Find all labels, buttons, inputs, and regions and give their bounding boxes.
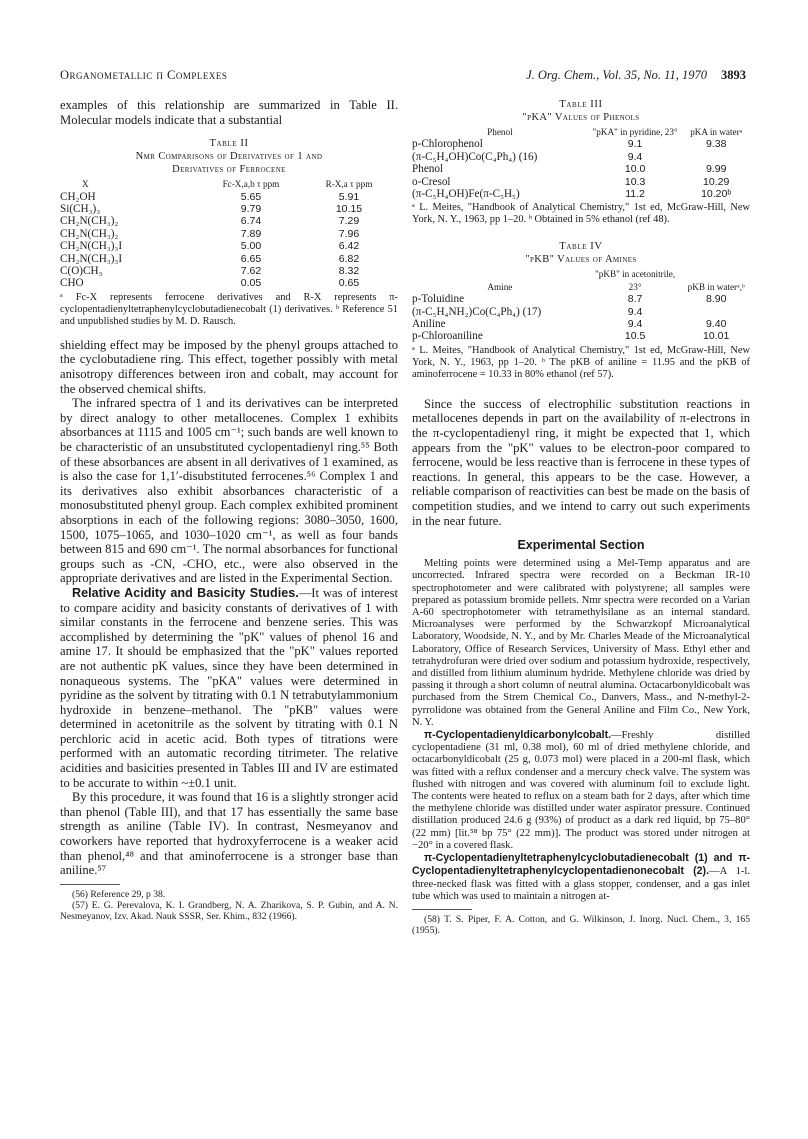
value-cell: 8.90 <box>705 293 727 306</box>
column-header: pKA in waterᵃ <box>690 127 743 137</box>
footnote-56: (56) Reference 29, p 38. <box>72 888 166 900</box>
right-column <box>412 98 750 936</box>
row-label-cell: (π-C₅H₄NH₂)Co(C₄Ph₄) (17) <box>412 305 542 318</box>
value-cell: 7.29 <box>338 215 360 228</box>
table4 <box>412 268 750 342</box>
paragraph: Since the success of electrophilic substitution reactions in metallocenes depends in part on the availability of π-electrons in the π-cyclopentadienyl ring, it might be expected that 1, which appears from the "pK" values to be electron-poor compared to ferrocene, would be less reactive than is ferrocene in these types of reactions. In general, this appears to be the case. However, a reliable comparison of reactivities can best be made on the basis of competition studies, and we intend to carry out such experiments in the near future. <box>412 396 750 528</box>
row-label-cell: C(O)CH₃ <box>60 265 103 278</box>
running-head-left: Organometallic π Complexes <box>60 68 228 82</box>
value-cell: 9.38 <box>705 138 727 151</box>
value-cell: 7.89 <box>240 227 262 240</box>
value-cell: 8.32 <box>338 265 360 278</box>
column-header: R-X,a τ ppm <box>325 179 373 190</box>
column-header: X <box>82 179 89 190</box>
value-cell: 9.4 <box>627 150 643 163</box>
row-label-cell: p-Chlorophenol <box>412 138 483 151</box>
column-header: Phenol <box>487 127 513 137</box>
run-in-heading: π-Cyclopentadienyltetraphenylcyclobutadienecobalt (1) and π-Cyclopentadienyltetraphenylcyclopentadienonecobalt (2). <box>412 852 750 878</box>
row-label-cell: p-Chloroaniline <box>412 330 483 343</box>
value-cell: 9.1 <box>627 138 643 151</box>
table-header-row <box>412 126 750 138</box>
table-row <box>412 188 750 200</box>
footnote-rule <box>412 909 472 910</box>
value-cell: 9.40 <box>705 318 727 331</box>
row-label-cell: CH₂OH <box>60 190 96 203</box>
value-cell: 10.20ᵇ <box>701 188 732 201</box>
value-cell: 9.99 <box>705 163 727 176</box>
row-label-cell: CH₂N(CH₃)₂ <box>60 227 119 240</box>
row-label-cell: CHO <box>60 277 84 290</box>
table-row <box>412 330 750 342</box>
table-row <box>60 203 398 215</box>
section-heading: Experimental Section <box>517 538 645 553</box>
paragraph <box>60 586 398 790</box>
value-cell: 7.96 <box>338 227 360 240</box>
value-cell <box>682 306 750 318</box>
paragraph: The infrared spectra of 1 and its derivatives can be interpreted by direct analogy to other metallocenes. Complex 1 exhibits absorbances at 1115 and 1005 cm⁻¹; such bands are well known to be characteristic of an unsubstituted cyclopentadienyl ring.⁵⁵ Both of these absorbances are absent in all derivatives of 1 examined, as is also the case for 1,1′-disubstituted ferrocenes.⁵⁶ Complex 1 and its derivatives also exhibit absorbances characteristic of a monosubstituted phenyl group. Each complex exhibited prominent absorptions in each of the following regions: 3080–3050, 1600, 1500, 1075–1065, and 1030–1020 cm⁻¹, as well as four bands between 815 and 690 cm⁻¹. The normal absorbances for functional groups such as -CN, -CHO, etc., were also observed in the appropriate derivatives and are listed in the Experimental Section. <box>60 396 398 586</box>
running-header <box>60 68 746 86</box>
table2-caption-line1: Nmr Comparisons of Derivatives of 1 and <box>135 151 323 163</box>
row-label-cell: CH₂N(CH₃)₃I <box>60 240 123 253</box>
value-cell: 0.65 <box>338 277 360 290</box>
row-label-cell: o-Cresol <box>412 175 451 188</box>
journal-citation: J. Org. Chem., Vol. 35, No. 11, 1970 <box>526 68 707 82</box>
value-cell: 8.7 <box>627 293 643 306</box>
value-cell: 10.5 <box>624 330 646 343</box>
paragraph: shielding effect may be imposed by the phenyl groups attached to the cyclobutadiene ring. This effect, together possibly with metal anisotropy differences between iron and cobalt, may account for the observed chemical shifts. <box>60 337 398 396</box>
experimental-paragraph <box>412 729 750 852</box>
value-cell: 11.2 <box>625 188 645 201</box>
paragraph-continued: examples of this relationship are summarized in Table II. Molecular models indicate that a substantial <box>60 98 398 127</box>
row-label-cell: Si(CH₃)₃ <box>60 203 101 215</box>
left-column <box>60 98 398 922</box>
footnote-rule <box>60 884 120 885</box>
experimental-paragraph <box>412 852 750 903</box>
table-header-row <box>412 268 750 293</box>
row-label-cell: CH₂N(CH₃)₃I <box>60 252 123 265</box>
row-label-cell: p-Toluidine <box>412 293 465 306</box>
value-cell: 6.82 <box>338 252 360 265</box>
footnote-57: (57) E. G. Perevalova, K. I. Grandberg, N. A. Zharikova, S. P. Gubin, and A. N. Nesmeyanov, Izv. Akad. Nauk SSSR, Ser. Khim., 832 (1966). <box>60 900 398 923</box>
table4-caption: "pKB" Values of Amines <box>525 254 637 266</box>
value-cell: 0.05 <box>240 277 262 290</box>
value-cell: 5.91 <box>338 190 360 203</box>
table-row <box>412 318 750 330</box>
footnote-58: (58) T. S. Piper, F. A. Cotton, and G. Wilkinson, J. Inorg. Nucl. Chem., 3, 165 (1955). <box>412 913 750 937</box>
table4-footnote: ᵃ L. Meites, "Handbook of Analytical Chemistry," 1st ed, McGraw-Hill, New York, N. Y., 1963, pp 1–20. ᵇ The pKB of aniline = 11.95 and the pKB of aminoferrocene = 10.33 in 80% ethanol (ref 57). <box>412 344 750 380</box>
run-in-heading: π-Cyclopentadienyldicarbonylcobalt. <box>424 729 612 742</box>
table3-title: Table III <box>559 99 603 110</box>
table3-caption: "pKA" Values of Phenols <box>522 112 640 123</box>
value-cell: 9.79 <box>240 203 262 215</box>
value-cell: 9.4 <box>627 318 643 331</box>
table2-caption-line2: Derivatives of Ferrocene <box>172 164 286 176</box>
table4-title: Table IV <box>559 241 603 253</box>
table-row <box>412 163 750 175</box>
row-label-cell: Aniline <box>412 318 446 331</box>
value-cell <box>682 151 750 163</box>
run-in-heading: Relative Acidity and Basicity Studies. <box>72 585 299 600</box>
table-row <box>60 277 398 289</box>
column-header: Amine <box>487 281 513 292</box>
column-header: "pKB" in acetonitrile, 23° <box>594 269 676 292</box>
value-cell: 5.65 <box>240 190 262 203</box>
value-cell: 5.00 <box>240 240 262 253</box>
value-cell: 10.3 <box>624 175 646 188</box>
table-row <box>412 138 750 150</box>
paragraph-body: —A 1-l. three-necked flask was fitted with a glass stopper, condenser, and a gas inlet tube which was used to maintain a nitrogen at- <box>412 866 750 902</box>
table-row <box>412 306 750 318</box>
table2-footnote: ᵃ Fc-X represents ferrocene derivatives and R-X represents π-cyclopentadienyltetraphenylcyclobutadienecobalt (1) derivatives. ᵇ Reference 51 and unpublished studies by M. D. Rausch. <box>60 291 398 327</box>
table2 <box>60 178 398 290</box>
table-row <box>60 265 398 277</box>
table-row <box>60 253 398 265</box>
table-row <box>412 151 750 163</box>
page-number: 3893 <box>721 68 746 82</box>
paragraph: By this procedure, it was found that 16 is a slightly stronger acid than phenol (Table III), and that 17 has essentially the same base strength as aniline (Table IV). In contrast, Nesmeyanov and coworkers have reported that hydroxyferrocene is a weaker acid than phenol,⁴⁸ and that aminoferrocene is a stronger base than aniline.⁵⁷ <box>60 790 398 878</box>
value-cell: 6.74 <box>240 215 262 228</box>
row-label-cell: CH₂N(CH₃)₂ <box>60 215 119 228</box>
column-header: pKB in waterᵃ,ᵇ <box>687 281 745 292</box>
column-header: Fc-X,a,b τ ppm <box>222 179 280 190</box>
table-row <box>412 176 750 188</box>
experimental-paragraph: Melting points were determined using a Mel-Temp apparatus and are uncorrected. Infrared spectra were recorded on a Beckman IR-10 spectrophotometer and were calibrated with polystyrene; all samples were prepared as potassium bromide pellets. Nmr spectra were recorded on a Varian A-60 spectrophotometer with tetramethylsilane as an internal standard. Microanalyses were performed by the Schwarzkopf Microanalytical Laboratory, Woodside, N. Y., and by Mr. Charles Meade of the Microanalytical Laboratory, Office of Research Services, University of Mass. Ethyl ether and tetrahydrofuran were dried over sodium and potassium hydroxide, respectively, and distilled from lithium aluminum hydride. Methylene chloride was dried by passing it through a short column of neutral alumina. Octacarbonyldicobalt was purchased from the Strem Chemical Co., Danvers, Mass., and N-methyl-2-pyrrolidone was obtained from the General Aniline and Film Co., New York, N. Y. <box>412 558 750 728</box>
row-label-cell: (π-C₅H₄OH)Fe(π-C₅H₅) <box>412 188 520 201</box>
table-row <box>60 228 398 240</box>
value-cell: 10.15 <box>335 203 363 215</box>
table2-title: Table II <box>209 138 249 150</box>
table-row <box>412 293 750 305</box>
value-cell: 6.65 <box>240 252 262 265</box>
table3 <box>412 126 750 200</box>
paragraph-body: —Freshly distilled cyclopentadiene (31 ml, 0.38 mol), 60 ml of dried methylene chloride, and octacarbonyldicobalt (25 g, 0.073 mol) were placed in a 200-ml flask, which was fitted with a reflux condenser and a mercury check valve. The system was flushed with nitrogen and was covered with aluminum foil to exclude light. The contents were heated to reflux on a steam bath for 2 days, after which time the methylene chloride was distilled under water aspirator pressure. Continued distillation produced 24.6 g (93%) of product as a dark red liquid, bp 75–80° (22 mm) [lit.⁵⁸ bp 75° (22 mm)]. The product was stored under nitrogen at −20° in a covered flask. <box>412 730 750 851</box>
row-label-cell: Phenol <box>412 163 444 176</box>
table-row <box>60 240 398 252</box>
table-header-row <box>60 178 398 190</box>
paragraph-body: —It was of interest to compare acidity and basicity constants of derivatives of 1 with similar constants in the ferrocene and benzene series. This was accomplished by determining the "pK" values of phenol 16 and amine 17. It should be emphasized that the "pK" values reported are not authentic pK values, since they have been determined in nonaqueous systems. The "pKA" values were determined in pyridine as the solvent by titrating with 0.1 N tetrabutylammonium hydroxide in benzene–methanol. The "pKB" values were determined in acetonitrile as the solvent by titrating with 0.1 N perchloric acid in acetic acid. Both types of titrations were performed with an automatic recording titrimeter. The relative acidities and basicities presented in Tables III and IV are estimated to be accurate to within ~±0.1 unit. <box>60 585 398 790</box>
value-cell: 10.29 <box>703 175 730 188</box>
table-row <box>60 191 398 203</box>
table-row <box>60 215 398 227</box>
value-cell: 9.4 <box>627 305 643 318</box>
value-cell: 10.0 <box>624 163 646 176</box>
table3-footnote: ᵃ L. Meites, "Handbook of Analytical Chemistry," 1st ed, McGraw-Hill, New York, N. Y., 1963, pp 1–20. ᵇ Obtained in 5% ethanol (ref 48). <box>412 202 750 226</box>
value-cell: 6.42 <box>338 240 360 253</box>
value-cell: 7.62 <box>240 265 262 278</box>
running-head-right <box>526 68 746 83</box>
value-cell: 10.01 <box>703 330 730 343</box>
column-header: "pKA" in pyridine, 23° <box>592 127 678 137</box>
row-label-cell: (π-C₅H₄OH)Co(C₄Ph₄) (16) <box>412 150 538 163</box>
